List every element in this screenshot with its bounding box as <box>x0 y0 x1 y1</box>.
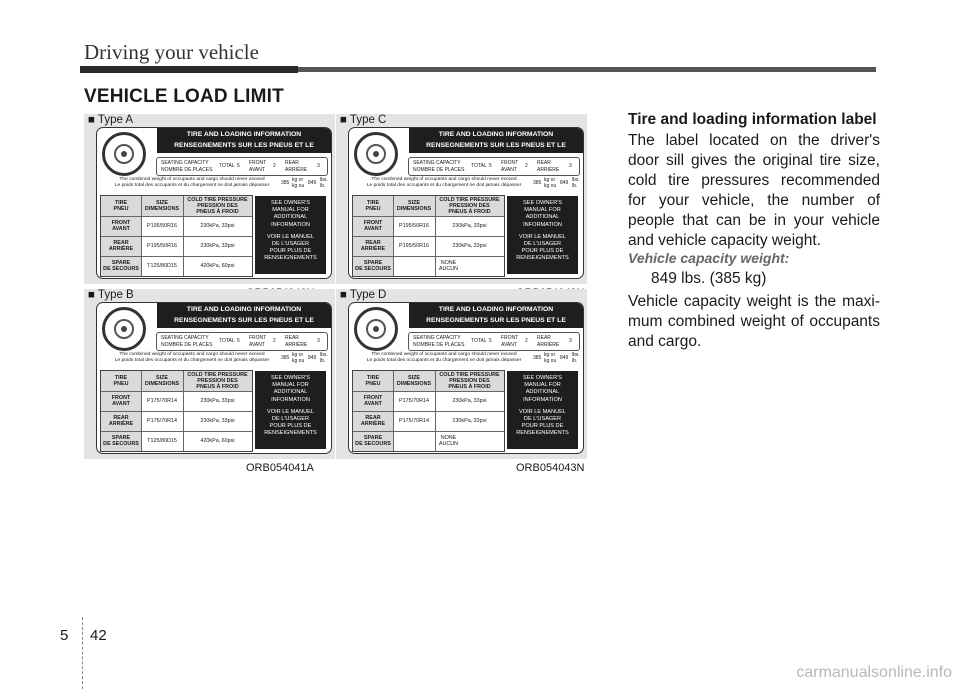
owners-note-line: DE L'USAGER <box>523 416 562 423</box>
lbs-text: lbs. <box>572 177 580 183</box>
owners-note-line: POUR PLUS DE <box>269 248 312 255</box>
tire-info-paragraph: The label located on the driver's door sill gives the original tire size, cold tire pressures recommended for your vehicle, the number of people that can be in your vehicle and vehicle capacity weight. <box>628 132 880 249</box>
label-title-en: TIRE AND LOADING INFORMATION <box>186 306 302 313</box>
total-label: TOTAL <box>219 338 235 344</box>
weight-limit-line <box>99 352 329 368</box>
owners-manual-note <box>255 196 326 274</box>
row-rear-en: REAR <box>365 415 381 421</box>
header-size <box>141 200 183 212</box>
header-pressure <box>435 197 504 215</box>
header-size-en: SIZE <box>408 375 420 381</box>
row-front-label <box>353 220 393 232</box>
header-pressure-2: PRESSION DES <box>197 378 238 384</box>
header-tire-fr: PNEU <box>113 206 129 212</box>
spare-tire-size: T125/80D15 <box>147 438 177 444</box>
tire-loading-label <box>96 127 332 279</box>
spare-none-en: NONE <box>440 260 457 266</box>
tire-label-panel <box>84 114 335 284</box>
rear-seat-value: 3 <box>569 163 572 169</box>
kg-value: 385 <box>533 180 542 186</box>
seating-capacity-box <box>408 332 580 351</box>
header-tire <box>353 375 393 387</box>
header-pressure-1: COLD TIRE PRESSURE <box>187 372 248 378</box>
owners-note-line: RENSEIGNEMENTS <box>264 255 317 262</box>
row-spare-en: SPARE <box>111 260 131 266</box>
figure-code: ORB054043N <box>516 462 585 474</box>
label-title <box>157 128 331 160</box>
header-pressure <box>435 372 504 390</box>
front-tire-pressure: 230kPa, 33psi <box>452 398 487 404</box>
kg-value: 385 <box>281 355 290 361</box>
front-tire-size: P175/70R14 <box>399 398 429 404</box>
row-spare-fr: DE SECOURS <box>355 441 391 447</box>
row-rear-label <box>353 415 393 427</box>
header-pressure-1: COLD TIRE PRESSURE <box>439 372 500 378</box>
weight-limit-en: The combined weight of occupants and cargo should never exceed <box>119 352 265 357</box>
capacity-weight-paragraph: Vehicle capacity weight is the maxi-mum combined weight of occupants and cargo. <box>628 293 880 350</box>
row-front-en: FRONT <box>363 395 383 401</box>
panel-type-label: ■ Type A <box>88 114 134 126</box>
front-seat-value: 2 <box>273 163 276 169</box>
header-tire-fr: PNEU <box>365 381 381 387</box>
tire-loading-label <box>348 127 584 279</box>
tire-pressure-table <box>352 370 505 452</box>
owners-manual-note <box>507 371 578 449</box>
rear-seat-label: REAR <box>537 335 551 341</box>
seating-capacity-text: SEATING CAPACITY <box>413 335 461 341</box>
lb-text: lb. <box>320 358 326 364</box>
spare-tire-size: T125/80D15 <box>147 263 177 269</box>
owners-note-line: ADDITIONAL <box>273 214 308 221</box>
row-spare-label <box>353 260 393 272</box>
chapter-title: Driving your vehicle <box>84 40 259 64</box>
section-number: 5 <box>60 627 69 644</box>
tire-info-heading: Tire and loading information label <box>628 111 877 128</box>
spare-none <box>393 260 504 272</box>
front-seat-value: 2 <box>525 163 528 169</box>
owners-manual-note <box>507 196 578 274</box>
front-seat-label: FRONT <box>501 160 519 166</box>
total-value: 5 <box>489 338 492 344</box>
table-divider <box>101 216 252 217</box>
table-divider <box>353 216 504 217</box>
front-seat-value: 2 <box>525 338 528 344</box>
table-divider <box>353 236 504 237</box>
front-tire-pressure: 230kPa, 33psi <box>452 223 487 229</box>
row-rear-fr: ARRIÈRE <box>108 421 134 427</box>
lb-text: lb. <box>572 358 578 364</box>
avant-seat-label: AVANT <box>501 342 517 348</box>
row-front-en: FRONT <box>111 220 131 226</box>
label-title-fr: RENSEGNEMENTS SUR LES PNEUS ET LE CHARGEMENT <box>426 142 566 160</box>
row-front-fr: AVANT <box>112 401 130 407</box>
label-title-fr: RENSEGNEMENTS SUR LES PNEUS ET LE CHARGEMENT <box>174 317 314 335</box>
kg-value: 385 <box>281 180 290 186</box>
header-pressure-2: PRESSION DES <box>449 378 490 384</box>
label-title-en: TIRE AND LOADING INFORMATION <box>438 131 554 138</box>
label-title <box>157 303 331 335</box>
spare-tire-pressure: 420kPa, 60psi <box>200 263 235 269</box>
weight-limit-en: The combined weight of occupants and cargo should never exceed <box>119 177 265 182</box>
header-pressure-3: PNEUS À FROID <box>448 384 491 390</box>
row-rear-label <box>353 240 393 252</box>
label-title <box>409 303 583 335</box>
label-title <box>409 128 583 160</box>
owners-note-line: ADDITIONAL <box>273 389 308 396</box>
row-rear-en: REAR <box>113 240 129 246</box>
spare-none-fr: AUCUN <box>438 441 459 447</box>
owners-note-line: POUR PLUS DE <box>521 423 564 430</box>
owners-note-line: SEE OWNER'S <box>523 200 562 206</box>
header-pressure-3: PNEUS À FROID <box>448 209 491 215</box>
total-value: 5 <box>237 338 240 344</box>
kg-or-text: kg or <box>292 177 304 183</box>
header-size-en: SIZE <box>408 200 420 206</box>
weight-limit-en: The combined weight of occupants and cargo should never exceed <box>371 352 517 357</box>
owners-note-line: ADDITIONAL <box>525 214 560 221</box>
avant-seat-label: AVANT <box>249 167 265 173</box>
header-tire <box>353 200 393 212</box>
row-rear-label <box>101 240 141 252</box>
header-tire-fr: PNEU <box>365 206 381 212</box>
row-front-fr: AVANT <box>364 226 382 232</box>
capacity-weight-subheading: Vehicle capacity weight: <box>628 250 790 266</box>
rear-seat-value: 3 <box>317 338 320 344</box>
kg-or-text: kg or <box>292 352 304 358</box>
lbs-value: 849 <box>560 180 569 186</box>
front-tire-pressure: 230kPa, 33psi <box>200 223 235 229</box>
row-rear-label <box>101 415 141 427</box>
section-title: VEHICLE LOAD LIMIT <box>84 86 284 107</box>
spare-none-en: NONE <box>440 435 457 441</box>
front-seat-value: 2 <box>273 338 276 344</box>
rear-seat-label: REAR <box>285 335 299 341</box>
front-seat-label: FRONT <box>501 335 519 341</box>
rear-seat-value: 3 <box>569 338 572 344</box>
rear-tire-size: P175/70R14 <box>147 418 177 424</box>
table-divider <box>101 256 252 257</box>
tire-loading-label <box>96 302 332 454</box>
owners-note-line: INFORMATION <box>523 396 562 403</box>
owners-note-line: INFORMATION <box>523 221 562 228</box>
row-front-en: FRONT <box>363 220 383 226</box>
header-tire-en: TIRE <box>366 200 380 206</box>
kg-ou-text: kg ou <box>292 183 305 189</box>
panel-type-label: ■ Type D <box>340 289 387 301</box>
row-rear-fr: ARRIÈRE <box>360 421 386 427</box>
arriere-seat-label: ARRIÈRE <box>537 167 560 173</box>
panel-type-label: ■ Type B <box>88 289 134 301</box>
lbs-value: 849 <box>308 355 317 361</box>
row-spare-en: SPARE <box>111 435 131 441</box>
front-tire-size: P175/70R14 <box>147 398 177 404</box>
total-value: 5 <box>237 163 240 169</box>
weight-limit-text <box>103 177 281 189</box>
kg-or-text: kg or <box>544 352 556 358</box>
owners-note-line: MANUAL FOR <box>272 207 309 214</box>
owners-note-line: VOIR LE MANUEL <box>267 233 314 240</box>
front-seat-label: FRONT <box>249 335 267 341</box>
header-pressure-1: COLD TIRE PRESSURE <box>439 197 500 203</box>
owners-manual-note <box>255 371 326 449</box>
tire-label-panel <box>336 289 587 474</box>
row-rear-en: REAR <box>113 415 129 421</box>
header-pressure-3: PNEUS À FROID <box>196 209 239 215</box>
row-spare-label <box>101 260 141 272</box>
nombre-places-text: NOMBRE DE PLACES <box>161 167 213 173</box>
rear-tire-size: P175/70R14 <box>399 418 429 424</box>
row-spare-fr: DE SECOURS <box>355 266 391 272</box>
tire-pressure-table <box>100 370 253 452</box>
header-tire <box>101 375 141 387</box>
figure-code: ORB054041A <box>246 462 314 474</box>
tire-label-panel <box>336 114 587 284</box>
header-pressure <box>183 197 252 215</box>
header-tire <box>101 200 141 212</box>
header-tire-en: TIRE <box>366 375 380 381</box>
owners-note-line: VOIR LE MANUEL <box>519 233 566 240</box>
row-rear-fr: ARRIÈRE <box>360 246 386 252</box>
kg-value: 385 <box>533 355 542 361</box>
nombre-places-text: NOMBRE DE PLACES <box>413 342 465 348</box>
front-tire-pressure: 230kPa, 33psi <box>200 398 235 404</box>
label-title-en: TIRE AND LOADING INFORMATION <box>186 131 302 138</box>
weight-limit-line <box>351 177 581 193</box>
lbs-text: lbs. <box>572 352 580 358</box>
seating-capacity-text: SEATING CAPACITY <box>161 335 209 341</box>
rear-seat-label: REAR <box>537 160 551 166</box>
tire-wheel-icon <box>102 307 146 351</box>
header-size-fr: DIMENSIONS <box>144 381 180 387</box>
weight-limit-text <box>103 352 281 364</box>
owners-note-line: INFORMATION <box>271 396 310 403</box>
row-rear-fr: ARRIÈRE <box>108 246 134 252</box>
front-tire-size: P195/50R16 <box>399 223 429 229</box>
tire-pressure-table <box>352 195 505 277</box>
header-size-fr: DIMENSIONS <box>396 206 432 212</box>
arriere-seat-label: ARRIÈRE <box>285 342 308 348</box>
row-front-label <box>101 395 141 407</box>
table-divider <box>101 411 252 412</box>
owners-note-line: DE L'USAGER <box>271 241 310 248</box>
table-divider <box>353 411 504 412</box>
rear-seat-value: 3 <box>317 163 320 169</box>
owners-note-line: RENSEIGNEMENTS <box>516 430 569 437</box>
rear-tire-pressure: 230kPa, 33psi <box>200 418 235 424</box>
lb-text: lb. <box>320 183 326 189</box>
owners-note-line: ADDITIONAL <box>525 389 560 396</box>
owners-note-line: MANUAL FOR <box>272 382 309 389</box>
row-rear-en: REAR <box>365 240 381 246</box>
rear-tire-size: P195/50R16 <box>399 243 429 249</box>
tire-loading-label <box>348 302 584 454</box>
label-title-en: TIRE AND LOADING INFORMATION <box>438 306 554 313</box>
total-label: TOTAL <box>219 163 235 169</box>
header-size <box>141 375 183 387</box>
weight-limit-line <box>99 177 329 193</box>
owners-note-line: SEE OWNER'S <box>271 200 310 206</box>
owners-note-line: RENSEIGNEMENTS <box>516 255 569 262</box>
owners-note-line: RENSEIGNEMENTS <box>264 430 317 437</box>
owners-note-line: DE L'USAGER <box>271 416 310 423</box>
spare-none <box>393 435 504 447</box>
header-pressure-2: PRESSION DES <box>449 203 490 209</box>
capacity-weight-value: 849 lbs. (385 kg) <box>651 270 767 287</box>
table-divider <box>353 256 504 257</box>
header-size <box>393 375 435 387</box>
header-size-fr: DIMENSIONS <box>144 206 180 212</box>
row-spare-label <box>101 435 141 447</box>
weight-limit-fr: Le poids total des occupants et du chargement ne doit jamais dépasser <box>366 358 522 363</box>
spare-none-fr: AUCUN <box>438 266 459 272</box>
row-front-fr: AVANT <box>364 401 382 407</box>
nombre-places-text: NOMBRE DE PLACES <box>413 167 465 173</box>
table-divider <box>101 431 252 432</box>
seating-capacity-text: SEATING CAPACITY <box>413 160 461 166</box>
lbs-text: lbs. <box>320 177 328 183</box>
weight-limit-text <box>355 177 533 189</box>
label-title-fr: RENSEGNEMENTS SUR LES PNEUS ET LE CHARGEMENT <box>174 142 314 160</box>
owners-note-line: INFORMATION <box>271 221 310 228</box>
kg-or-text: kg or <box>544 177 556 183</box>
avant-seat-label: AVANT <box>249 342 265 348</box>
kg-ou-text: kg ou <box>544 183 557 189</box>
total-label: TOTAL <box>471 163 487 169</box>
watermark: carmanualsonline.info <box>796 664 952 681</box>
owners-note-line: POUR PLUS DE <box>269 423 312 430</box>
total-value: 5 <box>489 163 492 169</box>
row-spare-en: SPARE <box>363 435 383 441</box>
header-size-en: SIZE <box>156 200 168 206</box>
owners-note-line: VOIR LE MANUEL <box>519 408 566 415</box>
table-divider <box>353 391 504 392</box>
front-seat-label: FRONT <box>249 160 267 166</box>
tire-wheel-icon <box>354 307 398 351</box>
page-number: 42 <box>90 627 107 644</box>
header-size-en: SIZE <box>156 375 168 381</box>
seating-capacity-box <box>156 157 328 176</box>
owners-note-line: VOIR LE MANUEL <box>267 408 314 415</box>
header-size-fr: DIMENSIONS <box>396 381 432 387</box>
owners-note-line: MANUAL FOR <box>524 207 561 214</box>
seating-capacity-text: SEATING CAPACITY <box>161 160 209 166</box>
seating-capacity-box <box>408 157 580 176</box>
header-tire-en: TIRE <box>114 375 128 381</box>
panel-type-label: ■ Type C <box>340 114 387 126</box>
weight-limit-text <box>355 352 533 364</box>
seating-capacity-box <box>156 332 328 351</box>
front-tire-size: P195/50R16 <box>147 223 177 229</box>
kg-ou-text: kg ou <box>544 358 557 364</box>
row-front-label <box>101 220 141 232</box>
nombre-places-text: NOMBRE DE PLACES <box>161 342 213 348</box>
header-size <box>393 200 435 212</box>
header-rule-accent <box>80 66 298 73</box>
total-label: TOTAL <box>471 338 487 344</box>
header-pressure-3: PNEUS À FROID <box>196 384 239 390</box>
lbs-value: 849 <box>560 355 569 361</box>
table-divider <box>101 236 252 237</box>
weight-limit-fr: Le poids total des occupants et du chargement ne doit jamais dépasser <box>114 358 270 363</box>
weight-limit-fr: Le poids total des occupants et du chargement ne doit jamais dépasser <box>114 183 270 188</box>
lb-text: lb. <box>572 183 578 189</box>
weight-limit-en: The combined weight of occupants and cargo should never exceed <box>371 177 517 182</box>
owners-note-line: DE L'USAGER <box>523 241 562 248</box>
rear-tire-pressure: 230kPa, 33psi <box>452 418 487 424</box>
lbs-value: 849 <box>308 180 317 186</box>
row-spare-fr: DE SECOURS <box>103 266 139 272</box>
row-front-en: FRONT <box>111 395 131 401</box>
owners-note-line: SEE OWNER'S <box>271 375 310 381</box>
tire-label-panel <box>84 289 335 474</box>
row-spare-fr: DE SECOURS <box>103 441 139 447</box>
table-divider <box>101 391 252 392</box>
owners-note-line: SEE OWNER'S <box>523 375 562 381</box>
table-divider <box>353 431 504 432</box>
page-number-divider <box>82 617 83 689</box>
rear-seat-label: REAR <box>285 160 299 166</box>
header-pressure-2: PRESSION DES <box>197 203 238 209</box>
rear-tire-pressure: 230kPa, 33psi <box>200 243 235 249</box>
avant-seat-label: AVANT <box>501 167 517 173</box>
row-spare-label <box>353 435 393 447</box>
header-tire-fr: PNEU <box>113 381 129 387</box>
spare-tire-pressure: 420kPa, 60psi <box>200 438 235 444</box>
kg-ou-text: kg ou <box>292 358 305 364</box>
header-tire-en: TIRE <box>114 200 128 206</box>
owners-note-line: MANUAL FOR <box>524 382 561 389</box>
rear-tire-size: P195/50R16 <box>147 243 177 249</box>
weight-limit-line <box>351 352 581 368</box>
arriere-seat-label: ARRIÈRE <box>537 342 560 348</box>
row-front-fr: AVANT <box>112 226 130 232</box>
header-pressure-1: COLD TIRE PRESSURE <box>187 197 248 203</box>
tire-pressure-table <box>100 195 253 277</box>
tire-wheel-icon <box>354 132 398 176</box>
label-title-fr: RENSEGNEMENTS SUR LES PNEUS ET LE CHARGEMENT <box>426 317 566 335</box>
row-spare-en: SPARE <box>363 260 383 266</box>
header-pressure <box>183 372 252 390</box>
tire-wheel-icon <box>102 132 146 176</box>
arriere-seat-label: ARRIÈRE <box>285 167 308 173</box>
lbs-text: lbs. <box>320 352 328 358</box>
rear-tire-pressure: 230kPa, 33psi <box>452 243 487 249</box>
weight-limit-fr: Le poids total des occupants et du chargement ne doit jamais dépasser <box>366 183 522 188</box>
owners-note-line: POUR PLUS DE <box>521 248 564 255</box>
row-front-label <box>353 395 393 407</box>
